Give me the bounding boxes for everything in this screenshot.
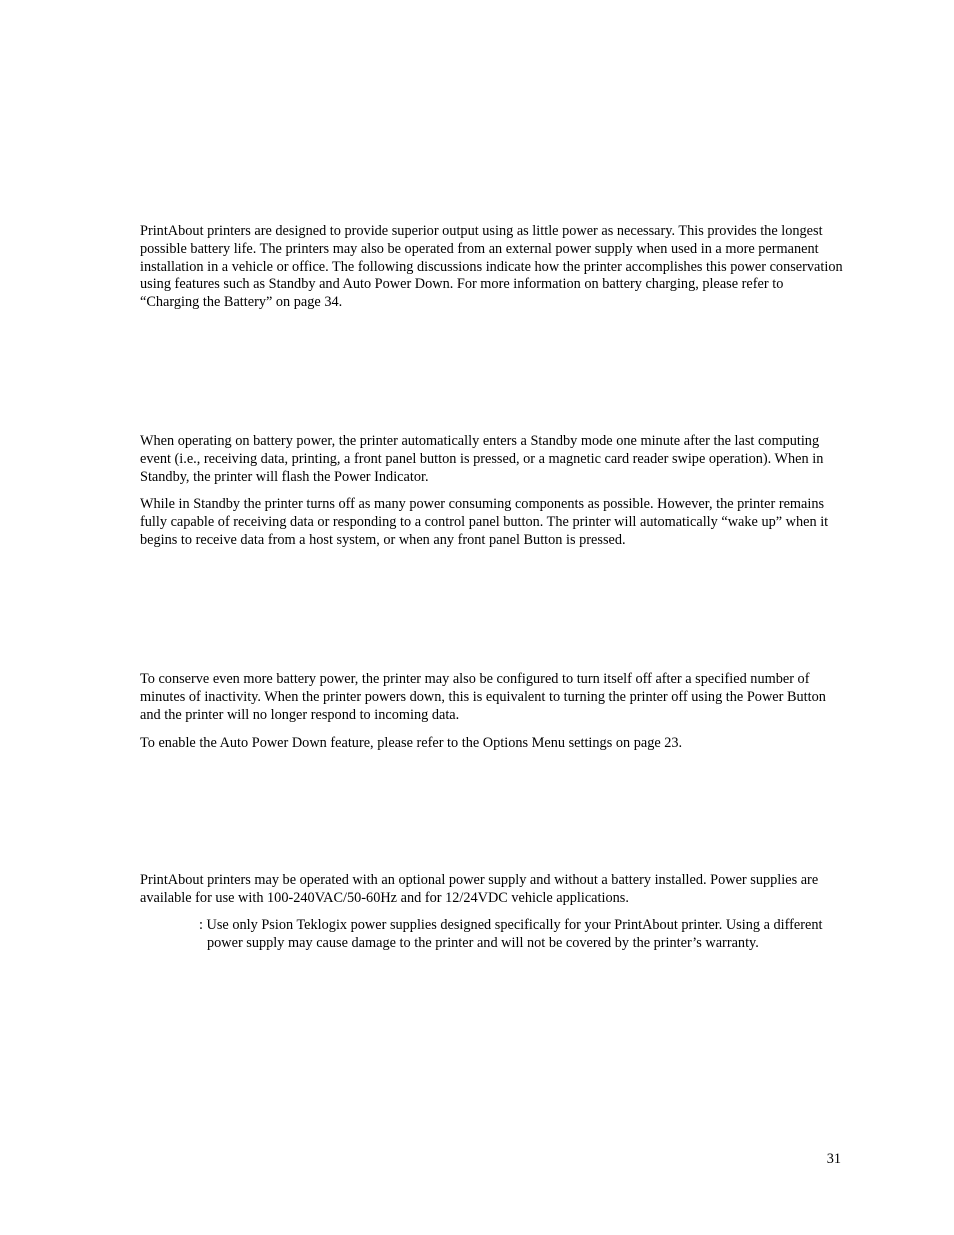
power-supply-paragraph: PrintAbout printers may be operated with an optional power supply and without a battery installed. Power supplies are available for use with 100-240VAC/50-60Hz and for 12/24VDC vehicle applications. bbox=[140, 872, 819, 906]
page-number: 31 bbox=[826, 1151, 841, 1167]
auto-power-down-paragraph-1: To conserve even more battery power, the printer may also be configured to turn itself off after a specified number of minutes of inactivity. When the printer powers down, this is equivalent to turning the printer off using the Power Button and the printer will no longer respond to incoming data. bbox=[140, 671, 826, 723]
standby-paragraph-2: While in Standby the printer turns off as many power consuming components as possible. However, the printer remains fully capable of receiving data or responding to a control panel button. The printer will automatically “wake up” when it begins to receive data from a host system, or when any front panel Button is pressed. bbox=[140, 496, 829, 548]
power-supply-note: : Use only Psion Teklogix power supplies designed specifically for your PrintAbout printer. Using a different power supply may cause damage to the printer and will not be covered by the printer’s warranty. bbox=[199, 917, 823, 951]
intro-paragraph: PrintAbout printers are designed to provide superior output using as little power as necessary. This provides the longest possible battery life. The printers may also be operated from an external power supply when used in a more permanent installation in a vehicle or office. The following discussions indicate how the printer accomplishes this power conservation using features such as Standby and Auto Power Down. For more information on battery charging, please refer to “Charging the Battery” on page 34. bbox=[140, 223, 843, 311]
standby-paragraph-1: When operating on battery power, the printer automatically enters a Standby mode one minute after the last computing event (i.e., receiving data, printing, a front panel button is pressed, or a magnetic card reader swipe operation). When in Standby, the printer will flash the Power Indicator. bbox=[140, 433, 824, 485]
auto-power-down-paragraph-2: To enable the Auto Power Down feature, please refer to the Options Menu settings on page 23. bbox=[140, 735, 683, 751]
